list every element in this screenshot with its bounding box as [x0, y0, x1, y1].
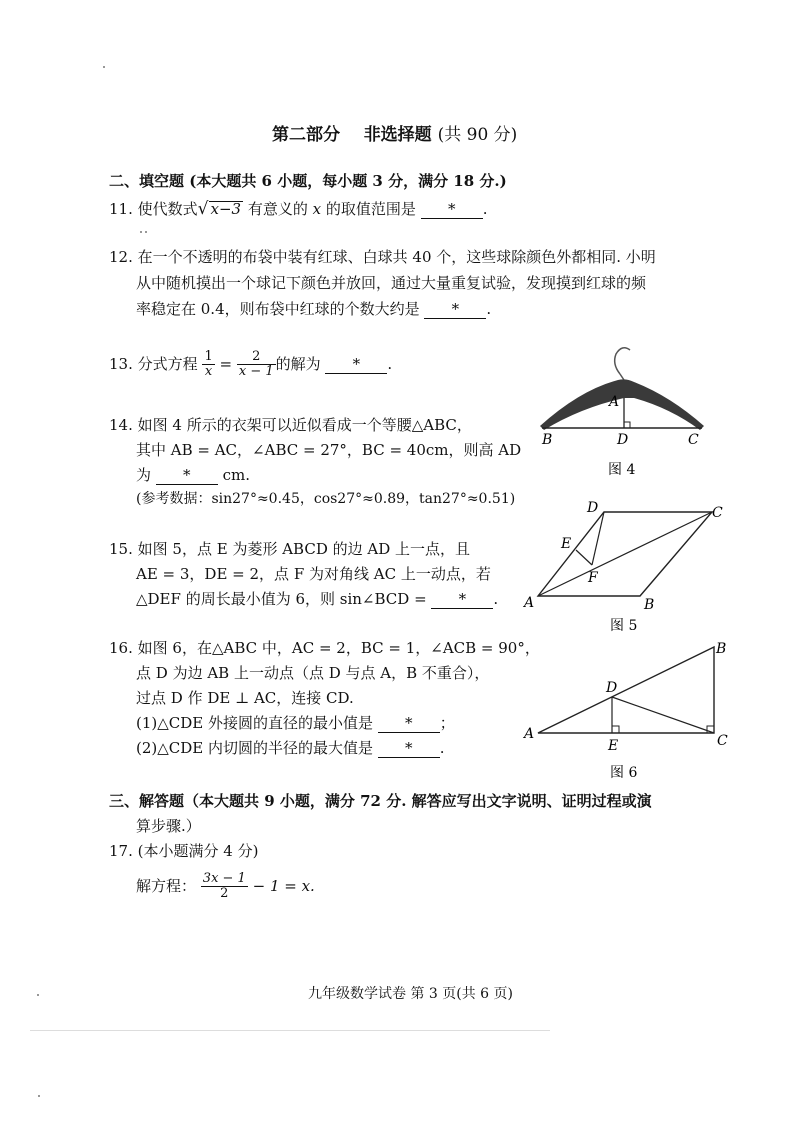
label-C: C — [717, 733, 728, 749]
label-D: D — [587, 500, 599, 516]
scan-speck — [37, 994, 39, 996]
answer-blank: * — [431, 592, 493, 609]
hanger-neck — [620, 374, 624, 380]
scan-speck — [140, 231, 142, 233]
label-C: C — [688, 432, 699, 448]
figure-6-caption: 图 6 — [610, 765, 638, 781]
label-A: A — [524, 726, 535, 742]
figure-6-triangle — [520, 635, 740, 785]
answer-blank: * — [378, 741, 440, 758]
question-14-line1: 14. 如图 4 所示的衣架可以近似看成一个等腰△ABC， — [109, 416, 472, 434]
label-B: B — [542, 432, 553, 448]
figure-5-rhombus — [520, 495, 740, 640]
hanger-hook — [615, 348, 630, 374]
right-angle-mark — [624, 422, 630, 428]
label-F: F — [588, 570, 598, 586]
section3-heading-cont: 算步骤.） — [136, 817, 201, 835]
question-15-line1: 15. 如图 5，点 E 为菱形 ABCD 的边 AD 上一点，且 — [109, 540, 471, 558]
answer-blank: * — [421, 202, 483, 219]
question-12-line3: 率稳定在 0.4，则布袋中红球的个数大约是 * . — [136, 300, 492, 318]
answer-blank: * — [325, 357, 387, 374]
question-16-sub2: (2)△CDE 内切圆的半径的最大值是 * . — [136, 739, 445, 757]
scan-speck — [103, 66, 105, 68]
label-D: D — [617, 432, 629, 448]
label-A: A — [609, 394, 620, 410]
scan-speck — [145, 231, 147, 233]
answer-blank: * — [424, 302, 486, 319]
label-E: E — [561, 536, 572, 552]
section3-heading: 三、解答题（本大题共 9 小题，满分 72 分. 解答应写出文字说明、证明过程或演 — [109, 792, 652, 810]
figure-4-hanger — [520, 340, 720, 480]
question-16-line1: 16. 如图 6，在△ABC 中，AC = 2，BC = 1，∠ACB = 90°， — [109, 639, 540, 657]
answer-blank: * — [378, 716, 440, 733]
hanger-body — [540, 379, 704, 430]
segment-EF — [576, 550, 592, 565]
label-E: E — [608, 738, 619, 754]
question-14-reference: (参考数据：sin27°≈0.45，cos27°≈0.89，tan27°≈0.51) — [136, 491, 516, 507]
question-14-line2: 其中 AB = AC，∠ABC = 27°，BC = 40cm，则高 AD — [136, 441, 522, 459]
question-13: 13. 分式方程 $\frac{1}{x}$ = $\frac{2}{x - 1}$ 的解为 * . — [109, 349, 393, 380]
question-15-line2: AE = 3，DE = 2，点 F 为对角线 AC 上一动点，若 — [136, 565, 491, 583]
question-16-line2: 点 D 为边 AB 上一动点（点 D 与点 A，B 不重合）， — [136, 664, 490, 682]
question-14-line3: 为 * cm. — [136, 466, 250, 484]
scan-speck — [38, 1095, 40, 1097]
answer-blank: * — [156, 468, 218, 485]
triangle-ABC — [538, 647, 714, 733]
figure-5-caption: 图 5 — [610, 618, 638, 634]
label-C: C — [712, 505, 723, 521]
label-B: B — [644, 597, 655, 613]
part-title: 第二部分 非选择题 (共 90 分) — [272, 125, 518, 145]
diagonal-AC — [538, 512, 712, 596]
right-angle-mark-E — [612, 726, 619, 733]
question-16-sub1: (1)△CDE 外接圆的直径的最小值是 * ； — [136, 714, 455, 732]
figure-4-caption: 图 4 — [608, 462, 636, 478]
question-17-equation: 解方程： $\frac{3x - 1}{2}$ − 1 = x. — [136, 871, 315, 902]
question-16-line3: 过点 D 作 DE ⊥ AC，连接 CD. — [136, 689, 354, 707]
question-17-title: 17. (本小题满分 4 分) — [109, 842, 259, 860]
scan-edge-line — [30, 1030, 550, 1031]
label-A: A — [524, 595, 535, 611]
question-11: 11. 使代数式√ x−3 有意义的 x 的取值范围是 * . — [109, 199, 488, 219]
segment-CD — [612, 697, 714, 733]
question-15-line3: △DEF 的周长最小值为 6，则 sin∠BCD = * . — [136, 590, 499, 608]
label-D: D — [606, 680, 618, 696]
section2-heading: 二、填空题 (本大题共 6 小题，每小题 3 分，满分 18 分.) — [109, 172, 507, 190]
question-12-line1: 12. 在一个不透明的布袋中装有红球、白球共 40 个，这些球除颜色外都相同. 小明 — [109, 248, 656, 266]
label-B: B — [716, 641, 727, 657]
question-12-line2: 从中随机摸出一个球记下颜色并放回，通过大量重复试验，发现摸到红球的频 — [136, 274, 647, 292]
page-footer: 九年级数学试卷 第 3 页(共 6 页) — [308, 986, 513, 1002]
